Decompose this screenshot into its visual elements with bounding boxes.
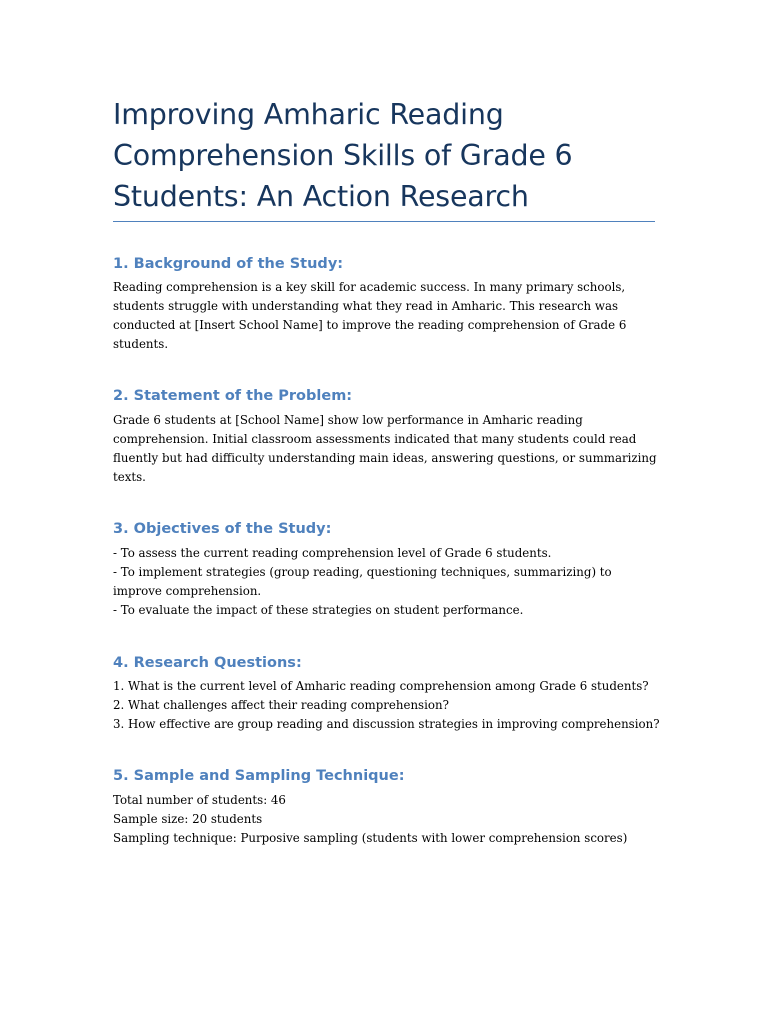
section-heading-objectives: 3. Objectives of the Study: <box>113 521 332 537</box>
section-line: comprehension. Initial classroom assessments indicated that many students could read <box>113 432 637 446</box>
section-line: - To implement strategies (group reading, questioning techniques, summarizing) to <box>113 565 612 579</box>
section-heading-problem-statement: 2. Statement of the Problem: <box>113 388 353 404</box>
section-line: texts. <box>113 470 146 484</box>
section-heading-sampling: 5. Sample and Sampling Technique: <box>113 768 405 784</box>
section-line: improve comprehension. <box>113 584 262 598</box>
title-line: Students: An Action Research <box>113 180 529 213</box>
section-line: students. <box>113 337 169 351</box>
section-line: Reading comprehension is a key skill for academic success. In many primary schools, <box>113 280 626 294</box>
section-line: 2. What challenges affect their reading comprehension? <box>113 698 449 712</box>
section-heading-background: 1. Background of the Study: <box>113 256 344 272</box>
section-line: Sampling technique: Purposive sampling (students with lower comprehension scores) <box>113 831 628 845</box>
section-line: - To evaluate the impact of these strategies on student performance. <box>113 603 524 617</box>
section-line: fluently but had difficulty understanding main ideas, answering questions, or summarizing <box>113 451 657 465</box>
section-heading-research-questions: 4. Research Questions: <box>113 655 302 671</box>
section-line: 3. How effective are group reading and discussion strategies in improving comprehension? <box>113 717 660 731</box>
section-line: Total number of students: 46 <box>113 793 286 807</box>
section-line: - To assess the current reading comprehension level of Grade 6 students. <box>113 546 552 560</box>
section-line: students struggle with understanding what they read in Amharic. This research was <box>113 299 619 313</box>
section-line: Sample size: 20 students <box>113 812 263 826</box>
section-line: conducted at [Insert School Name] to improve the reading comprehension of Grade 6 <box>113 318 627 332</box>
document-title <box>113 94 673 217</box>
section-line: 1. What is the current level of Amharic reading comprehension among Grade 6 students? <box>113 679 649 693</box>
section-line: Grade 6 students at [School Name] show low performance in Amharic reading <box>113 413 583 427</box>
title-line: Comprehension Skills of Grade 6 <box>113 139 573 172</box>
title-divider <box>113 221 655 222</box>
title-line: Improving Amharic Reading <box>113 98 504 131</box>
